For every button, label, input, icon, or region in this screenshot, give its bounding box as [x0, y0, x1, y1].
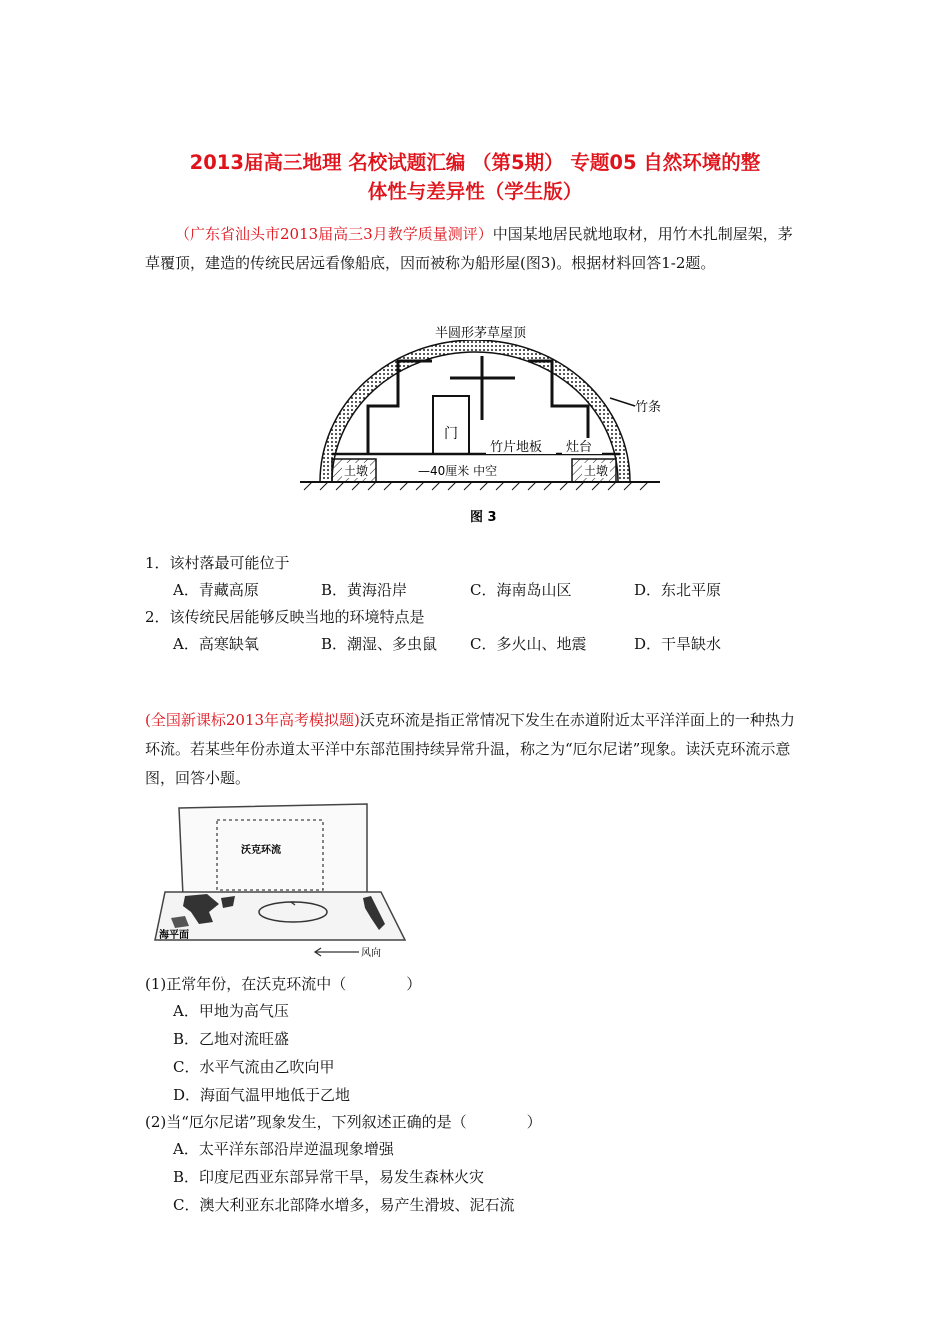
q4-option-a: A．太平洋东部沿岸逆温现象增强 — [173, 1140, 394, 1158]
figure3-label-floor: 竹片地板 — [490, 440, 543, 455]
section1-source: （广东省汕头市2013届高三3月教学质量测评） — [175, 225, 493, 243]
question-4-stem: (2)当“厄尔尼诺”现象发生，下列叙述正确的是（ ） — [145, 1113, 542, 1131]
sea-level-label: 海平面 — [159, 930, 189, 941]
q1-option-b: B．黄海沿岸 — [321, 581, 408, 599]
figure3-label-height: —40厘米 中空 — [418, 464, 498, 478]
q4-option-b: B．印度尼西亚东部异常干旱，易发生森林火灾 — [173, 1168, 485, 1186]
q1-option-c: C．海南岛山区 — [470, 581, 572, 599]
section2-intro — [145, 706, 805, 793]
figure3-label-door: 门 — [444, 426, 458, 442]
section1-intro — [145, 220, 805, 278]
document-title — [120, 148, 830, 206]
wind-direction-label: 风向 — [361, 948, 381, 958]
q4-option-c: C．澳大利亚东北部降水增多，易产生滑坡、泥石流 — [173, 1196, 515, 1214]
title-line-1: 2013届高三地理 名校试题汇编 （第5期） 专题05 自然环境的整 — [189, 151, 761, 174]
figure3-label-earth-left: 土墩 — [344, 464, 369, 478]
q3-option-b: B．乙地对流旺盛 — [173, 1030, 290, 1048]
q3-option-a: A．甲地为高气压 — [173, 1002, 289, 1020]
section1-text: 中国某地居民就地取材，用竹木扎制屋架，茅草覆顶，建造的传统民居远看像船底，因而被称为船形屋(图3)。根据材料回答1-2题。 — [145, 225, 793, 272]
q2-option-d: D．干旱缺水 — [634, 635, 722, 653]
section2-source: (全国新课标2013年高考模拟题) — [145, 711, 360, 729]
figure3-label-bamboo: 竹条 — [635, 400, 662, 415]
figure3-caption: 图 3 — [470, 510, 497, 525]
q1-option-a: A．青藏高原 — [173, 581, 259, 599]
q3-option-d: D．海面气温甲地低于乙地 — [173, 1086, 351, 1104]
walker-circulation-figure — [145, 800, 410, 958]
figure3-label-earth-right: 土墩 — [584, 464, 609, 478]
boat-house-figure — [290, 316, 670, 528]
q2-option-b: B．潮湿、多虫鼠 — [321, 635, 438, 653]
q2-option-a: A．高寒缺氧 — [173, 635, 259, 653]
q2-option-c: C．多火山、地震 — [470, 635, 587, 653]
walker-circulation-label: 沃克环流 — [241, 845, 281, 856]
section2-text: 沃克环流是指正常情况下发生在赤道附近太平洋洋面上的一种热力环流。若某些年份赤道太平洋中东部范围持续异常升温，称之为“厄尔尼诺”现象。读沃克环流示意图，回答小题。 — [145, 711, 795, 787]
title-line-2: 体性与差异性（学生版） — [367, 180, 583, 203]
figure3-label-roof: 半圆形茅草屋顶 — [435, 326, 527, 341]
question-3-stem: (1)正常年份，在沃克环流中（ ） — [145, 975, 422, 993]
q1-option-d: D．东北平原 — [634, 581, 722, 599]
question-2-stem: 2．该传统民居能够反映当地的环境特点是 — [145, 608, 425, 626]
question-1-stem: 1．该村落最可能位于 — [145, 554, 290, 572]
q3-option-c: C．水平气流由乙吹向甲 — [173, 1058, 335, 1076]
figure3-label-stove: 灶台 — [566, 440, 593, 455]
